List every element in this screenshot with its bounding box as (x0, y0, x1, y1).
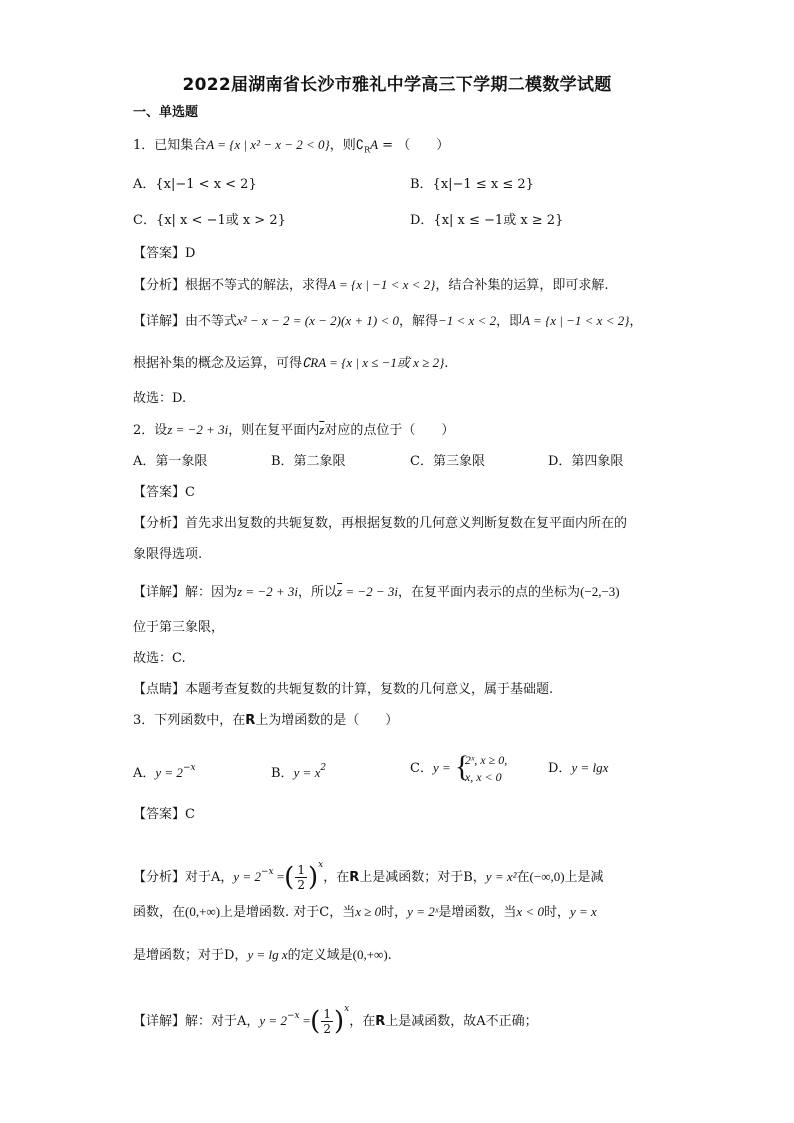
q1-detail-math1: x² − x − 2 = (x − 2)(x + 1) < 0 (237, 313, 399, 328)
q3-stem (133, 712, 398, 730)
q1-stem-text: 1．已知集合 (133, 138, 207, 153)
q3-option-a (133, 759, 196, 783)
q3-a1-math: y = 2 (233, 869, 261, 884)
q3-a1-text-e: 上是减 (564, 870, 604, 885)
q3-option-b-label: B． (271, 766, 294, 781)
q3-a3-text-b: 的定义域是 (287, 948, 353, 963)
q3-option-c-piecewise (454, 749, 508, 786)
q3-option-d-math: y = lgx (571, 760, 609, 775)
q3-a1-exp2: x (318, 860, 324, 870)
q2-detail-text: 解：因为 (185, 585, 238, 600)
q3-option-b-math: y = x (293, 765, 321, 780)
q1-set-def: A = {x | x² − x − 2 < 0} (206, 137, 330, 152)
q2-analysis (133, 515, 627, 533)
q1-option-a: A．{x|−1 < x < 2} (133, 177, 257, 192)
q3-d1-eq: = (299, 1013, 311, 1028)
q3-option-c-label: C． (410, 761, 433, 776)
q2-stem-text-c: 对应的点位于（ ） (324, 423, 455, 438)
q1-stem (133, 136, 449, 160)
q2-comment-text: 本题考查复数的共轭复数的计算，复数的几何意义，属于基础题. (185, 682, 554, 697)
q3-a2-text: 函数，在 (133, 905, 186, 920)
q1-answer-value: D (185, 246, 196, 261)
fraction-denominator: 2 (323, 1022, 331, 1036)
detail-tag: 【详解】 (133, 585, 186, 600)
q1-detail-line2 (133, 354, 448, 373)
q1-stem-text-b: ，则 (329, 138, 356, 153)
q3-analysis-line3 (133, 946, 392, 965)
q2-stem (133, 421, 454, 440)
q3-a1-text-b: ，在 (323, 870, 350, 885)
q3-a1-fraction (295, 863, 307, 892)
q3-option-b-exp: 2 (320, 763, 327, 773)
q3-d1-exp: −x (286, 1011, 300, 1021)
fraction-numerator: 1 (323, 1007, 331, 1021)
q2-answer (133, 484, 195, 502)
q1-analysis (133, 276, 608, 295)
q2-detail-math2: = −2 − 3i (342, 584, 399, 599)
q2-detail-zbar: $\overline{z}$ (337, 584, 343, 599)
q1-detail-text: 由不等式 (185, 314, 238, 329)
q3-option-d-label: D． (548, 761, 572, 776)
q3-d1-math: y = 2 (259, 1013, 287, 1028)
q1-analysis-text-b: ，结合补集的运算，即可求解. (435, 278, 609, 293)
analysis-tag: 【分析】 (133, 870, 186, 885)
left-paren-icon: ( (284, 862, 295, 893)
q3-option-c (410, 748, 507, 789)
q1-detail-line2-text: 根据补集的概念及运算，可得 (133, 356, 303, 371)
q3-a2-interval: (0,+∞) (185, 904, 221, 919)
page-title: 2022届湖南省长沙市雅礼中学高三下学期二模数学试题 (182, 75, 612, 95)
q3-answer (133, 806, 195, 824)
q3-a1-text-d: 在 (516, 870, 530, 885)
q2-analysis-text: 首先求出复数的共轭复数，再根据复数的几何意义判断复数在复平面内所在的 (185, 516, 628, 531)
q2-option-a: A．第一象限 (133, 454, 208, 469)
q3-a3-math: y = lg x (247, 947, 288, 962)
q1-analysis-text: 根据不等式的解法，求得 (185, 278, 329, 293)
q3-answer-value: C (185, 807, 195, 822)
q3-option-a-math: y = 2 (155, 765, 183, 780)
q1-choose: 故选：D. (133, 391, 187, 406)
q3-a1-R: R (349, 870, 360, 885)
q3-a1-exp: −x (260, 867, 274, 877)
q3-stem-R: R (245, 713, 256, 728)
q1-detail-math3: A = {x | −1 < x < 2} (522, 313, 630, 328)
q2-detail-line2: 位于第三象限， (133, 620, 225, 635)
q3-option-c-case2: x, x < 0 (464, 769, 502, 784)
right-paren-icon: ) (333, 1006, 345, 1037)
q3-d1-text-c: 上是减函数，故A不正确； (385, 1014, 538, 1029)
q3-a2-text-c: 时， (381, 905, 408, 920)
analysis-tag: 【分析】 (133, 516, 186, 531)
q2-detail-coords: (−2,−3) (580, 584, 620, 599)
left-paren-icon: ( (310, 1006, 321, 1037)
answer-tag: 【答案】 (133, 246, 186, 261)
q3-stem-text: 3．下列函数中，在 (133, 713, 246, 728)
q3-analysis-line1 (133, 848, 604, 895)
q3-detail-line1 (133, 992, 538, 1039)
q3-a2-text-e: 时， (543, 905, 570, 920)
q3-a2-math4: y = x (569, 904, 597, 919)
q1-option-d: D．{x| x ≤ −1或 x ≥ 2} (410, 213, 564, 228)
q3-analysis-line2 (133, 903, 597, 922)
q2-option-b: B．第二象限 (271, 454, 346, 469)
q3-a3-text-c: . (387, 948, 392, 963)
comment-tag: 【点睛】 (133, 682, 186, 697)
q1-option-c: C．{x| x < −1或 x > 2} (133, 213, 286, 228)
detail-tag: 【详解】 (133, 314, 186, 329)
fraction-denominator: 2 (297, 878, 305, 892)
q2-stem-text-b: ，则在复平面内 (228, 423, 320, 438)
q1-complement-sub: R (364, 145, 371, 155)
q2-detail-text-c: ，在复平面内表示的点的坐标为 (398, 585, 581, 600)
q3-a1-math2: y = x² (485, 869, 517, 884)
brace-icon: { (454, 749, 470, 783)
q3-a1-eq: = (273, 869, 285, 884)
q3-a3-text: 是增函数；对于D， (133, 948, 248, 963)
q3-a2-math3: x < 0 (516, 904, 544, 919)
q3-a1-text-c: 上是减函数；对于B， (359, 870, 486, 885)
q2-stem-text: 2．设 (133, 423, 168, 438)
q2-conjugate-z: $\overline{z}$ (319, 422, 325, 437)
right-paren-icon: ) (307, 862, 319, 893)
q2-choose: 故选：C. (133, 651, 186, 666)
q3-a2-text-d: 是增函数，当 (438, 905, 517, 920)
q1-detail-text-b: ，解得 (398, 314, 438, 329)
q2-analysis-line2: 象限得选项. (133, 547, 203, 562)
q3-a2-math1: x ≥ 0 (355, 904, 382, 919)
q1-detail-math2: −1 < x < 2 (437, 313, 497, 328)
q2-detail-math1: z = −2 + 3i (237, 584, 299, 599)
q2-option-d: D．第四象限 (548, 454, 624, 469)
q3-option-b (271, 759, 326, 783)
q1-stem-text-c: = （ ） (378, 138, 450, 153)
q3-option-a-label: A． (133, 766, 156, 781)
q1-detail-text-c: ，即 (496, 314, 523, 329)
q1-detail-text-d: ， (629, 314, 643, 329)
q2-comment (133, 681, 553, 699)
answer-tag: 【答案】 (133, 485, 186, 500)
q3-d1-R: R (375, 1014, 386, 1029)
fraction-numerator: 1 (297, 863, 305, 877)
q1-complement-symbol: ∁ (355, 137, 365, 152)
q1-analysis-math: A = {x | −1 < x < 2} (328, 277, 436, 292)
q1-detail-line2-math: ∁RA = {x | x ≤ −1或 x ≥ 2} (302, 355, 445, 370)
q2-stem-math: z = −2 + 3i (167, 422, 229, 437)
q2-detail-text-b: ，所以 (298, 585, 338, 600)
q3-a2-math2: y = 2ˣ (407, 904, 439, 919)
q1-detail-line2-end: . (444, 356, 449, 371)
answer-tag: 【答案】 (133, 807, 186, 822)
q1-option-b: B．{x|−1 ≤ x ≤ 2} (410, 177, 534, 192)
q3-stem-text-b: 上为增函数的是（ ） (255, 713, 399, 728)
q1-detail-line1 (133, 312, 642, 331)
q1-complement-set: A (370, 137, 379, 152)
q3-d1-fraction (321, 1007, 333, 1036)
q3-option-a-exp: −x (182, 763, 196, 773)
q2-answer-value: C (185, 485, 195, 500)
q3-a3-interval: (0,+∞) (352, 947, 388, 962)
q3-option-d (548, 759, 608, 778)
q3-a1-interval: (−∞,0) (529, 869, 565, 884)
q2-detail (133, 583, 620, 602)
q3-d1-text: 解：对于A， (185, 1014, 260, 1029)
analysis-tag: 【分析】 (133, 278, 186, 293)
q2-option-c: C．第三象限 (410, 454, 485, 469)
q3-option-c-lhs: y = (432, 760, 451, 775)
q3-d1-text-b: ，在 (349, 1014, 376, 1029)
q3-d1-exp2: x (344, 1004, 350, 1014)
detail-tag: 【详解】 (133, 1014, 186, 1029)
q1-answer (133, 245, 195, 263)
section-heading: 一、单选题 (133, 105, 199, 120)
q3-a1-text: 对于A， (185, 870, 234, 885)
q3-a2-text-b: 上是增函数. 对于C，当 (220, 905, 356, 920)
q3-option-c-case1: 2ˣ, x ≥ 0, (464, 752, 508, 767)
